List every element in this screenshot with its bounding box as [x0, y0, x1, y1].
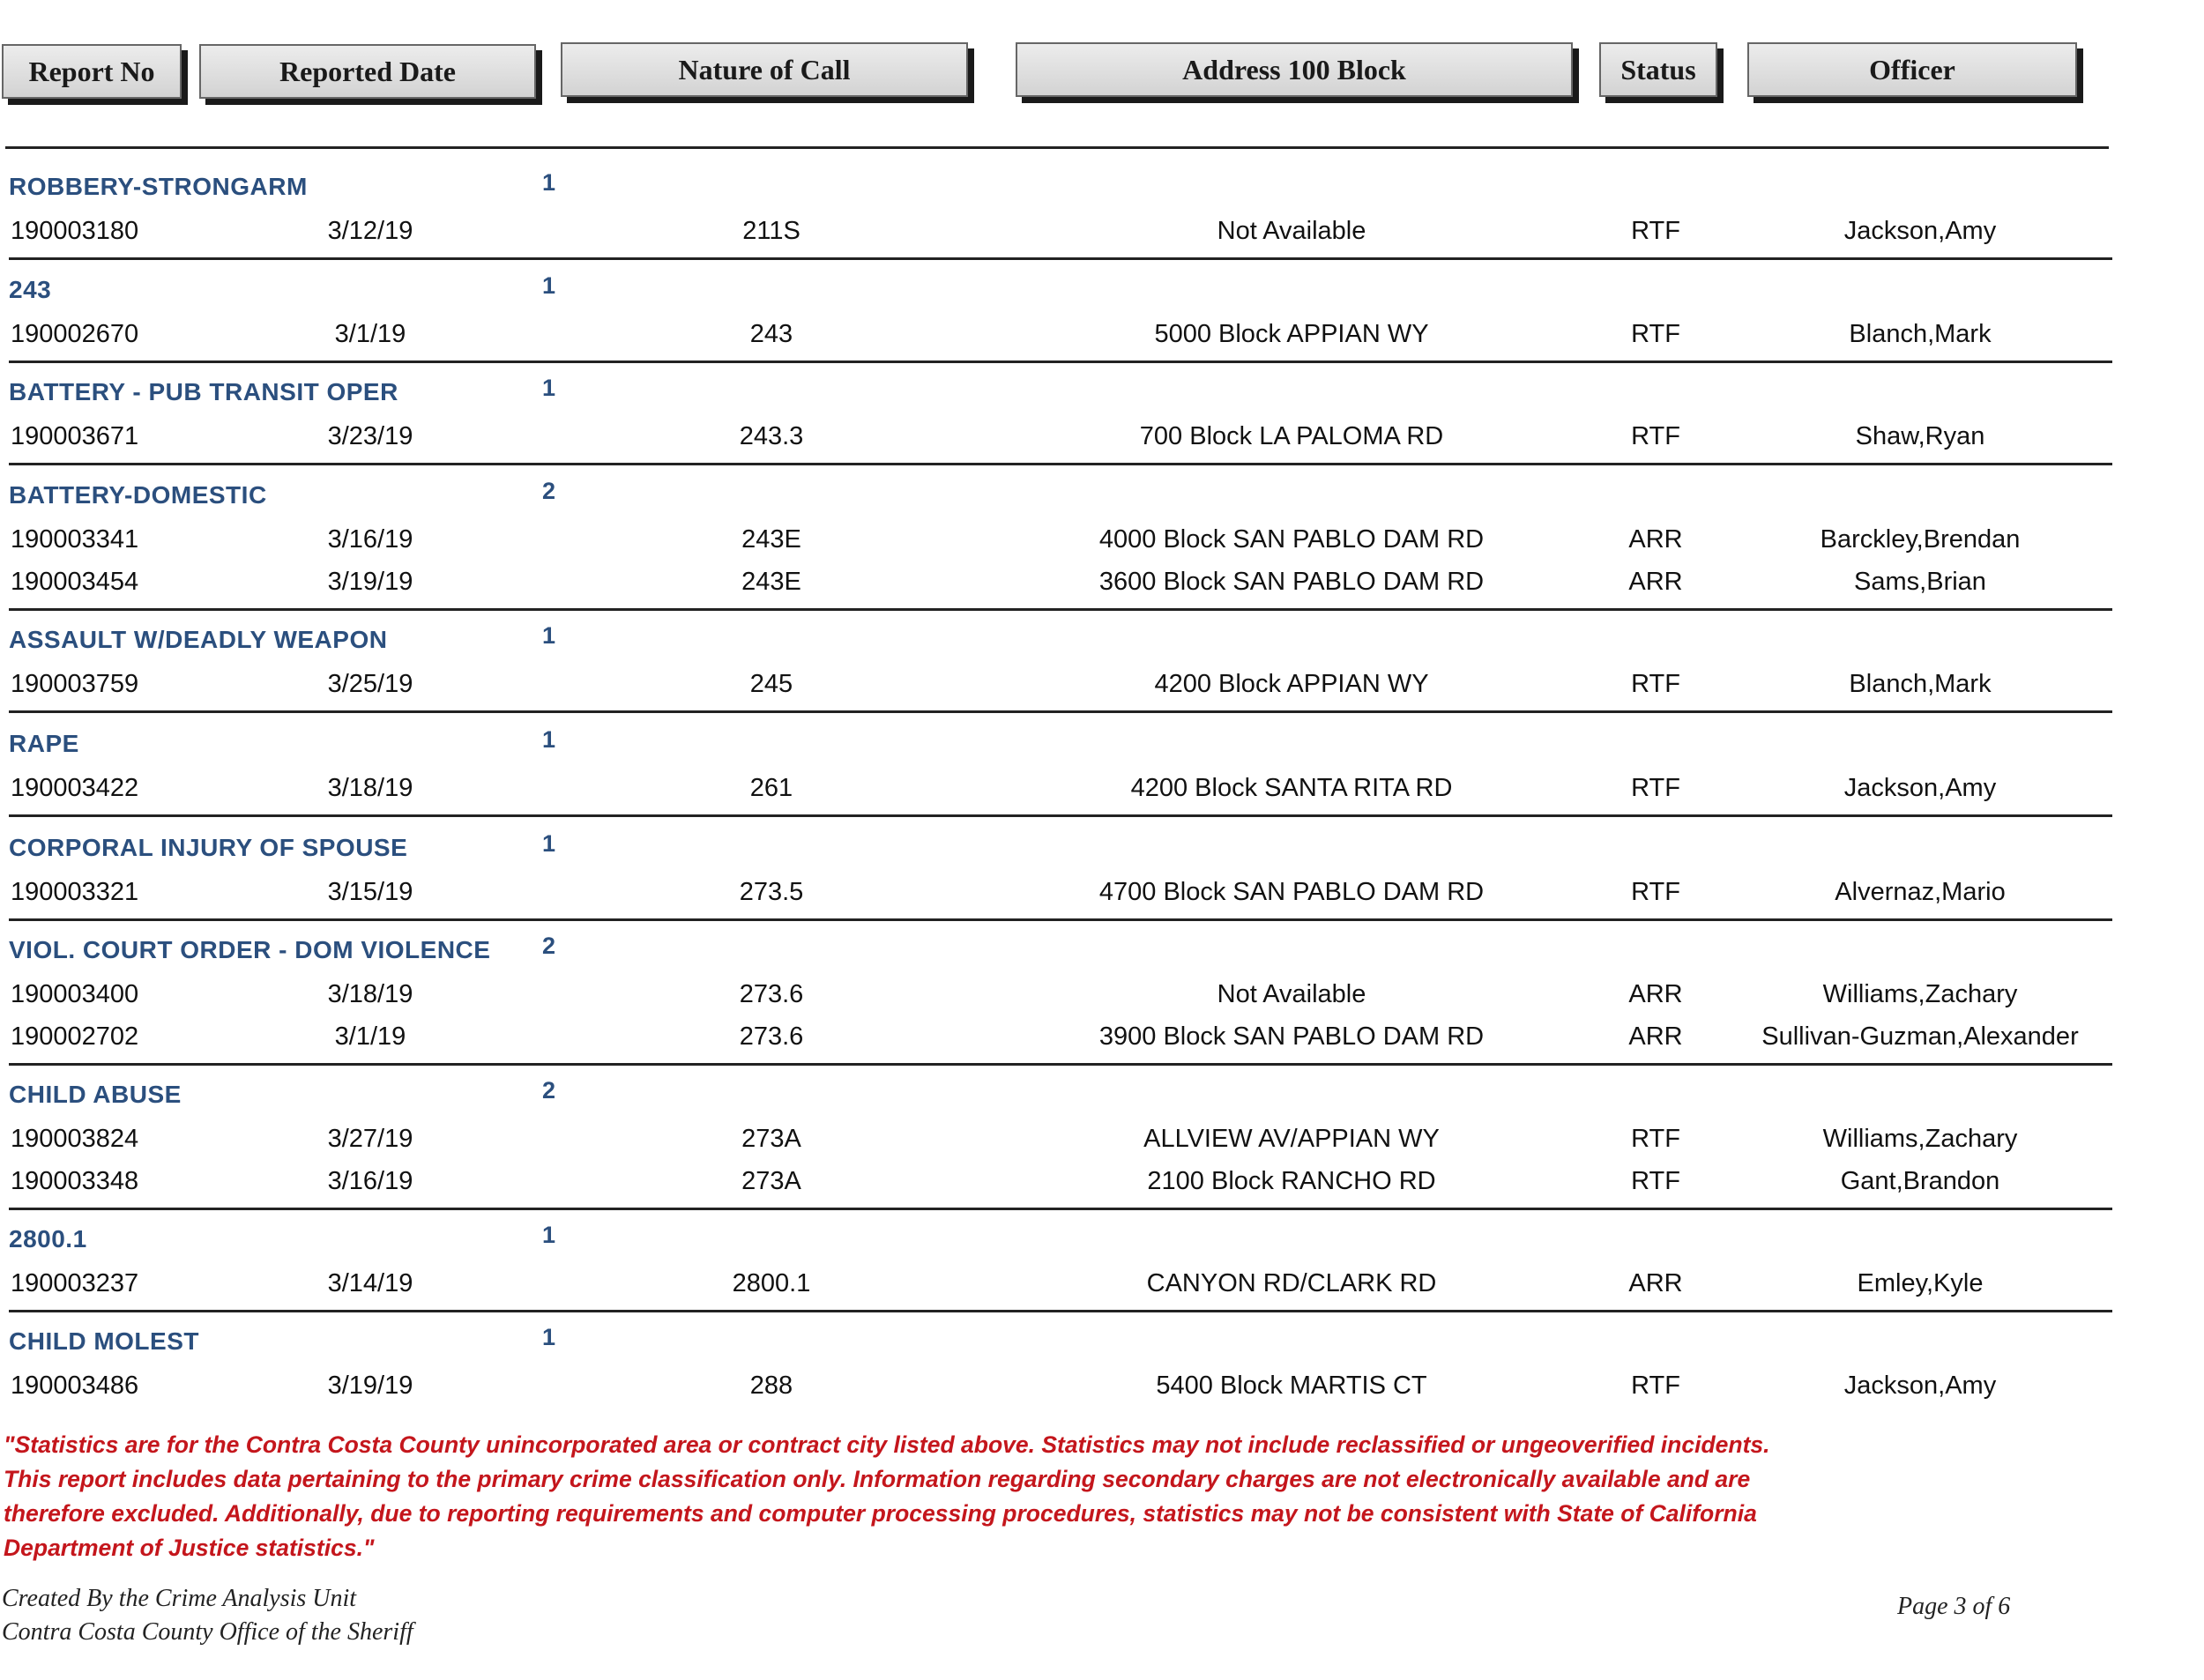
category-name: ROBBERY-STRONGARM: [9, 173, 308, 200]
group-divider: [9, 814, 2112, 817]
incident-row: [0, 1014, 2116, 1056]
page-number: Page 3 of 6: [1897, 1593, 2011, 1620]
nature-of-call-cell: 273.5: [739, 878, 804, 906]
address-cell: 4200 Block SANTA RITA RD: [1130, 774, 1453, 802]
category-row: [0, 619, 2116, 661]
category-count: 1: [542, 375, 556, 401]
nature-of-call-cell: 211S: [742, 217, 800, 245]
group-divider: [9, 1310, 2112, 1312]
reported-date-cell: 3/25/19: [327, 670, 413, 698]
incident-group: [0, 723, 2116, 807]
nature-of-call-cell: 243.3: [739, 422, 804, 450]
category-name: BATTERY - PUB TRANSIT OPER: [9, 378, 398, 405]
officer-cell: Blanch,Mark: [1849, 320, 1992, 348]
column-header-report-no: Report No: [2, 44, 182, 99]
address-cell: 5400 Block MARTIS CT: [1156, 1372, 1427, 1400]
group-divider: [9, 608, 2112, 611]
report-no-cell: 190003422: [11, 774, 139, 802]
officer-cell: Jackson,Amy: [1843, 217, 1997, 245]
address-cell: 4700 Block SAN PABLO DAM RD: [1098, 878, 1485, 906]
footer-created-by: Created By the Crime Analysis Unit: [2, 1585, 357, 1612]
address-cell: 3900 Block SAN PABLO DAM RD: [1098, 1022, 1485, 1051]
status-cell: RTF: [1631, 217, 1680, 245]
category-count: 1: [542, 272, 556, 299]
report-no-cell: 190003486: [11, 1372, 139, 1400]
status-cell: RTF: [1631, 774, 1680, 802]
category-count: 2: [542, 478, 556, 504]
nature-of-call-cell: 273.6: [739, 1022, 804, 1051]
officer-cell: Sullivan-Guzman,Alexander: [1761, 1022, 2079, 1051]
group-divider: [9, 463, 2112, 465]
address-cell: Not Available: [1217, 980, 1366, 1008]
category-name: ASSAULT W/DEADLY WEAPON: [9, 626, 388, 653]
category-name: 243: [9, 276, 52, 303]
report-no-cell: 190002670: [11, 320, 139, 348]
report-no-cell: 190003671: [11, 422, 139, 450]
incident-group: [0, 371, 2116, 456]
category-name: RAPE: [9, 730, 79, 757]
report-no-cell: 190003180: [11, 217, 139, 245]
reported-date-cell: 3/12/19: [327, 217, 413, 245]
incident-row: [0, 1363, 2116, 1405]
category-row: [0, 1074, 2116, 1116]
officer-cell: Barckley,Brendan: [1820, 525, 2021, 554]
address-cell: 4200 Block APPIAN WY: [1154, 670, 1429, 698]
category-count: 2: [542, 1077, 556, 1104]
incident-row: [0, 1158, 2116, 1201]
address-cell: ALLVIEW AV/APPIAN WY: [1143, 1125, 1440, 1153]
column-header-reported-date: Reported Date: [199, 44, 536, 99]
header-divider: [5, 146, 2109, 149]
reported-date-cell: 3/16/19: [327, 525, 413, 554]
reported-date-cell: 3/1/19: [334, 320, 406, 348]
incident-row: [0, 208, 2116, 250]
status-cell: RTF: [1631, 670, 1680, 698]
category-name: VIOL. COURT ORDER - DOM VIOLENCE: [9, 936, 491, 963]
category-name: CHILD MOLEST: [9, 1327, 199, 1355]
column-header-address: Address 100 Block: [1016, 42, 1573, 97]
category-count: 1: [542, 622, 556, 649]
officer-cell: Emley,Kyle: [1857, 1269, 1984, 1297]
incident-row: [0, 413, 2116, 456]
report-no-cell: 190002702: [11, 1022, 139, 1051]
incident-group: [0, 619, 2116, 703]
officer-cell: Shaw,Ryan: [1855, 422, 1985, 450]
category-name: CHILD ABUSE: [9, 1081, 182, 1108]
status-cell: RTF: [1631, 1372, 1680, 1400]
category-row: [0, 1320, 2116, 1363]
status-cell: RTF: [1631, 878, 1680, 906]
status-cell: ARR: [1628, 525, 1683, 554]
incident-group: [0, 929, 2116, 1056]
report-no-cell: 190003759: [11, 670, 139, 698]
nature-of-call-cell: 273A: [741, 1125, 801, 1153]
column-header-nature-of-call: Nature of Call: [561, 42, 968, 97]
status-cell: ARR: [1628, 980, 1683, 1008]
category-row: [0, 1218, 2116, 1260]
incident-row: [0, 1116, 2116, 1158]
category-row: [0, 827, 2116, 869]
nature-of-call-cell: 245: [749, 670, 793, 698]
incident-row: [0, 869, 2116, 911]
address-cell: 700 Block LA PALOMA RD: [1139, 422, 1444, 450]
nature-of-call-cell: 243E: [741, 568, 801, 596]
reported-date-cell: 3/1/19: [334, 1022, 406, 1051]
incident-row: [0, 559, 2116, 601]
report-no-cell: 190003824: [11, 1125, 139, 1153]
report-no-cell: 190003454: [11, 568, 139, 596]
incident-group: [0, 474, 2116, 601]
category-row: [0, 269, 2116, 311]
nature-of-call-cell: 288: [749, 1372, 793, 1400]
reported-date-cell: 3/18/19: [327, 980, 413, 1008]
category-count: 2: [542, 933, 556, 959]
incident-group: [0, 269, 2116, 353]
category-name: BATTERY-DOMESTIC: [9, 481, 267, 509]
officer-cell: Jackson,Amy: [1843, 774, 1997, 802]
disclaimer-note: "Statistics are for the Contra Costa County unincorporated area or contract city listed above. Statistics may not include reclassified or ungeoverified incidents. This report includes data pertaining to the primary crime classification only. Information regarding secondary charges are not electronically available and are therefore excluded. Additionally, due to reporting requirements and computer processing procedures, statistics may not be consistent with State of California Department of Justice statistics.": [4, 1431, 1770, 1561]
reported-date-cell: 3/19/19: [327, 568, 413, 596]
incident-row: [0, 311, 2116, 353]
category-name: 2800.1: [9, 1225, 87, 1253]
incident-group: [0, 166, 2116, 250]
category-count: 1: [542, 726, 556, 753]
report-no-cell: 190003400: [11, 980, 139, 1008]
incident-group: [0, 827, 2116, 911]
category-row: [0, 371, 2116, 413]
incident-row: [0, 765, 2116, 807]
status-cell: RTF: [1631, 320, 1680, 348]
officer-cell: Williams,Zachary: [1822, 980, 2018, 1008]
category-row: [0, 474, 2116, 517]
column-header-status: Status: [1599, 42, 1717, 97]
address-cell: 2100 Block RANCHO RD: [1147, 1167, 1436, 1195]
status-cell: RTF: [1631, 1167, 1680, 1195]
reported-date-cell: 3/14/19: [327, 1269, 413, 1297]
category-count: 1: [542, 169, 556, 196]
report-no-cell: 190003341: [11, 525, 139, 554]
group-divider: [9, 257, 2112, 260]
incident-row: [0, 1260, 2116, 1303]
officer-cell: Jackson,Amy: [1843, 1372, 1997, 1400]
reported-date-cell: 3/15/19: [327, 878, 413, 906]
nature-of-call-cell: 2800.1: [732, 1269, 811, 1297]
category-count: 1: [542, 830, 556, 857]
status-cell: RTF: [1631, 422, 1680, 450]
category-row: [0, 166, 2116, 208]
category-row: [0, 929, 2116, 971]
column-header-officer: Officer: [1747, 42, 2077, 97]
officer-cell: Sams,Brian: [1854, 568, 1986, 596]
footer-office: Contra Costa County Office of the Sheriff: [2, 1618, 413, 1646]
group-divider: [9, 1063, 2112, 1066]
status-cell: ARR: [1628, 1022, 1683, 1051]
group-divider: [9, 918, 2112, 921]
address-cell: CANYON RD/CLARK RD: [1146, 1269, 1437, 1297]
address-cell: 3600 Block SAN PABLO DAM RD: [1098, 568, 1485, 596]
category-row: [0, 723, 2116, 765]
category-count: 1: [542, 1222, 556, 1248]
report-no-cell: 190003237: [11, 1269, 139, 1297]
group-divider: [9, 1208, 2112, 1210]
address-cell: 5000 Block APPIAN WY: [1154, 320, 1429, 348]
footer-credits: [2, 1582, 413, 1649]
status-cell: ARR: [1628, 1269, 1683, 1297]
incident-row: [0, 971, 2116, 1014]
address-cell: Not Available: [1217, 217, 1366, 245]
group-divider: [9, 710, 2112, 713]
officer-cell: Williams,Zachary: [1822, 1125, 2018, 1153]
report-no-cell: 190003321: [11, 878, 139, 906]
status-cell: RTF: [1631, 1125, 1680, 1153]
reported-date-cell: 3/16/19: [327, 1167, 413, 1195]
incident-group: [0, 1320, 2116, 1405]
report-no-cell: 190003348: [11, 1167, 139, 1195]
incident-group: [0, 1218, 2116, 1303]
reported-date-cell: 3/18/19: [327, 774, 413, 802]
reported-date-cell: 3/19/19: [327, 1372, 413, 1400]
incident-group: [0, 1074, 2116, 1201]
officer-cell: Blanch,Mark: [1849, 670, 1992, 698]
group-divider: [9, 361, 2112, 363]
nature-of-call-cell: 261: [749, 774, 793, 802]
reported-date-cell: 3/23/19: [327, 422, 413, 450]
reported-date-cell: 3/27/19: [327, 1125, 413, 1153]
nature-of-call-cell: 243: [749, 320, 793, 348]
officer-cell: Gant,Brandon: [1840, 1167, 2000, 1195]
officer-cell: Alvernaz,Mario: [1835, 878, 2006, 906]
category-count: 1: [542, 1324, 556, 1350]
category-name: CORPORAL INJURY OF SPOUSE: [9, 834, 408, 861]
nature-of-call-cell: 243E: [741, 525, 801, 554]
incident-row: [0, 661, 2116, 703]
status-cell: ARR: [1628, 568, 1683, 596]
nature-of-call-cell: 273.6: [739, 980, 804, 1008]
incident-row: [0, 517, 2116, 559]
nature-of-call-cell: 273A: [741, 1167, 801, 1195]
address-cell: 4000 Block SAN PABLO DAM RD: [1098, 525, 1485, 554]
